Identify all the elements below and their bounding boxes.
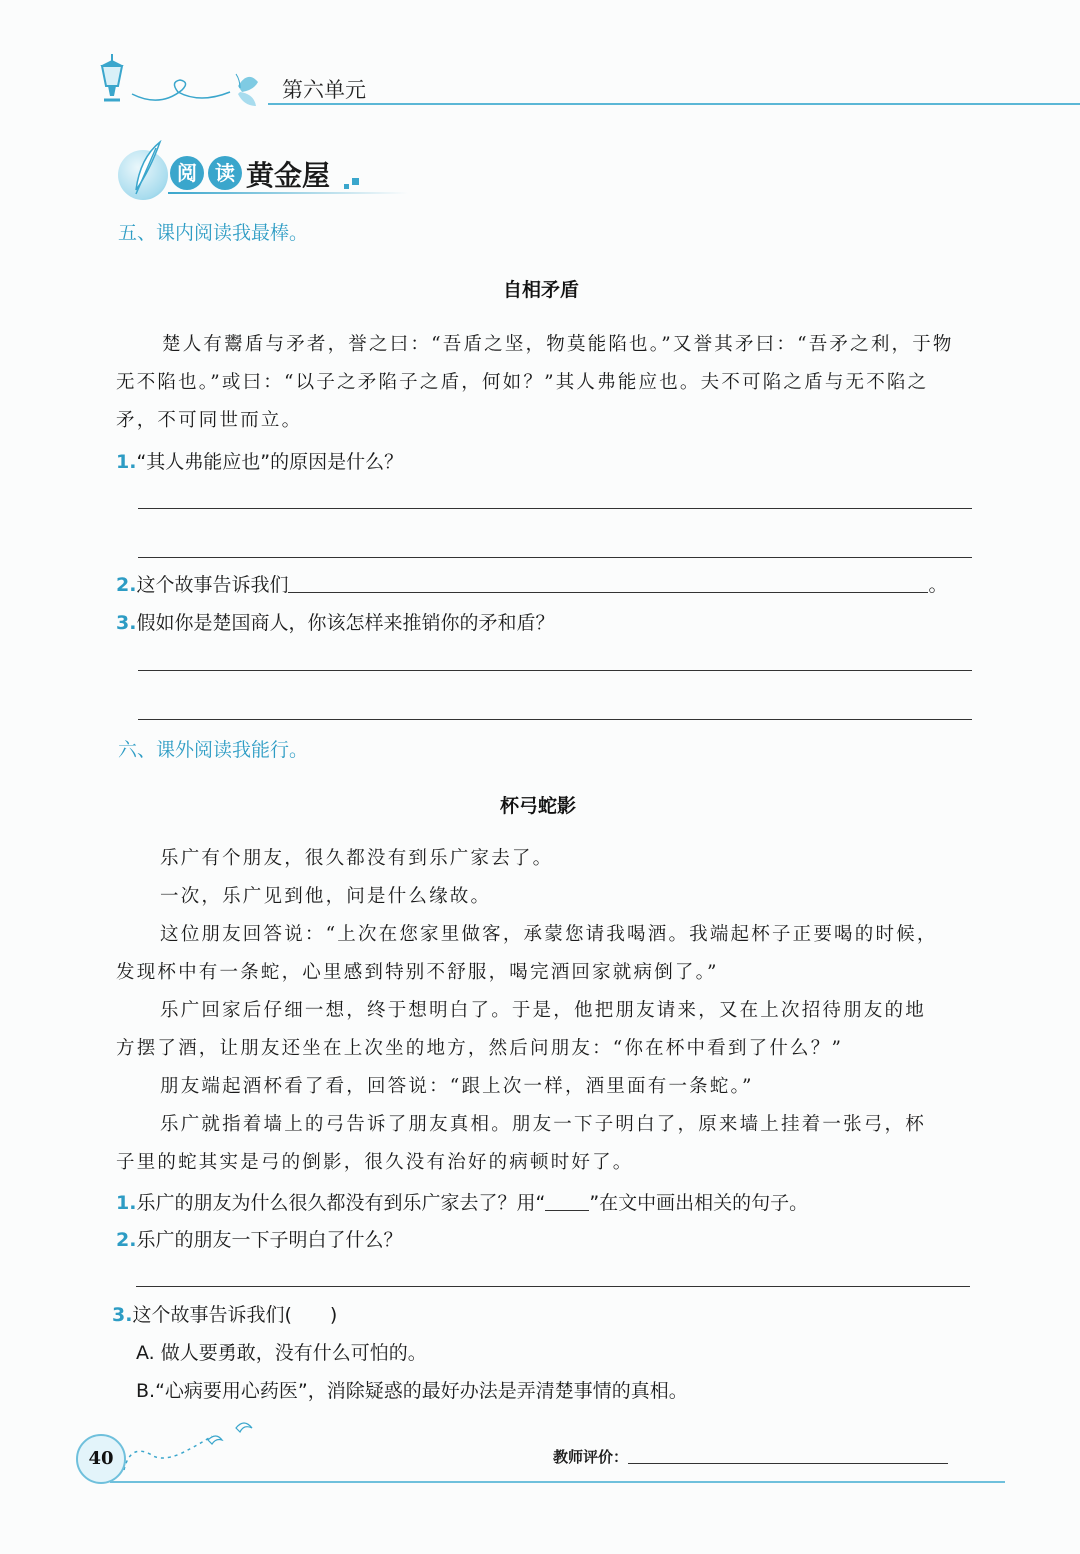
section-6-heading: 六、课外阅读我能行。 [118, 739, 309, 761]
swirl-butterfly-decoration [130, 64, 280, 110]
passage-2-line: 乐广回家后仔细一想，终于想明白了。于是，他把朋友请来，又在上次招待朋友的地 [160, 1000, 926, 1021]
question-text: ”在文中画出相关的句子。 [589, 1192, 809, 1214]
passage-1-line: 无不陷也。”或曰：“以子之矛陷子之盾，何如？”其人弗能应也。夫不可陷之盾与无不陷之 [116, 372, 929, 393]
question-2 [116, 1225, 402, 1252]
passage-2-line: 乐广有个朋友，很久都没有到乐广家去了。 [160, 848, 554, 869]
unit-title: 第六单元 [282, 78, 366, 102]
passage-2-title: 杯弓蛇影 [500, 795, 577, 817]
question-end: 。 [928, 574, 948, 596]
passage-1-title: 自相矛盾 [503, 279, 580, 301]
answer-line[interactable] [138, 670, 972, 671]
passage-2-line: 乐广就指着墙上的弓告诉了朋友真相。朋友一下子明白了，原来墙上挂着一张弓，杯 [160, 1114, 926, 1135]
question-3 [112, 1300, 337, 1327]
question-number: 1. [116, 1192, 137, 1214]
question-1 [116, 1188, 808, 1215]
feather-pen-icon [126, 140, 166, 200]
page-number: 40 [76, 1434, 126, 1484]
badge-underline [168, 192, 408, 194]
option-a[interactable]: A. 做人要勇敢，没有什么可怕的。 [136, 1342, 427, 1364]
passage-2-line: 子里的蛇其实是弓的倒影，很久没有治好的病顿时好了。 [116, 1152, 634, 1173]
footer-divider [110, 1481, 1005, 1483]
teacher-evaluation [553, 1446, 948, 1467]
question-text: 乐广的朋友一下子明白了什么？ [136, 1229, 403, 1251]
question-text: 这个故事告诉我们 [136, 574, 289, 596]
question-number: 2. [116, 574, 137, 596]
passage-2-line: 这位朋友回答说：“上次在您家里做客，承蒙您请我喝酒。我端起杯子正要喝的时候， [160, 924, 938, 945]
answer-line[interactable] [138, 719, 972, 720]
header-divider [268, 103, 1080, 105]
question-text[interactable]: 这个故事告诉我们( ) [132, 1304, 338, 1326]
section-5-heading: 五、课内阅读我最棒。 [118, 222, 309, 244]
question-2 [116, 570, 947, 597]
lamp-icon [92, 52, 132, 108]
passage-2-line: 一次，乐广见到他，问是什么缘故。 [160, 886, 492, 907]
teacher-evaluation-blank[interactable] [628, 1447, 948, 1464]
dotted-birds-decoration [120, 1414, 270, 1474]
teacher-evaluation-label: 教师评价： [553, 1448, 629, 1466]
question-3 [116, 608, 554, 635]
question-text: “其人弗能应也”的原因是什么？ [136, 451, 404, 473]
question-number: 2. [116, 1229, 137, 1251]
question-number: 3. [112, 1304, 133, 1326]
question-number: 3. [116, 612, 137, 634]
question-1 [116, 447, 403, 474]
answer-line[interactable] [138, 508, 972, 509]
passage-2-line: 发现杯中有一条蛇，心里感到特别不舒服，喝完酒回家就病倒了。” [116, 962, 719, 983]
answer-line[interactable] [136, 1286, 970, 1287]
question-text: 乐广的朋友为什么很久都没有到乐广家去了？用“ [136, 1192, 546, 1214]
badge-title: 黄金屋 [246, 159, 331, 192]
answer-line[interactable] [138, 557, 972, 558]
fill-blank[interactable] [288, 574, 928, 593]
badge-square [344, 184, 349, 189]
passage-2-line: 方摆了酒，让朋友还坐在上次坐的地方，然后问朋友：“你在杯中看到了什么？” [116, 1038, 844, 1059]
question-number: 1. [116, 451, 137, 473]
badge-char-study: 读 [208, 156, 242, 190]
reading-badge [112, 140, 412, 204]
underline-sample [545, 1192, 589, 1211]
passage-1-line: 矛，不可同世而立。 [116, 410, 303, 431]
badge-square [352, 178, 359, 185]
passage-1-line: 楚人有鬻盾与矛者，誉之曰：“吾盾之坚，物莫能陷也。”又誉其矛曰：“吾矛之利，于物 [162, 334, 954, 355]
question-text: 假如你是楚国商人，你该怎样来推销你的矛和盾？ [136, 612, 555, 634]
passage-2-line: 朋友端起酒杯看了看，回答说：“跟上次一样，酒里面有一条蛇。” [160, 1076, 754, 1097]
badge-char-read: 阅 [170, 156, 204, 190]
option-b[interactable]: B.“心病要用心药医”，消除疑惑的最好办法是弄清楚事情的真相。 [136, 1380, 688, 1402]
